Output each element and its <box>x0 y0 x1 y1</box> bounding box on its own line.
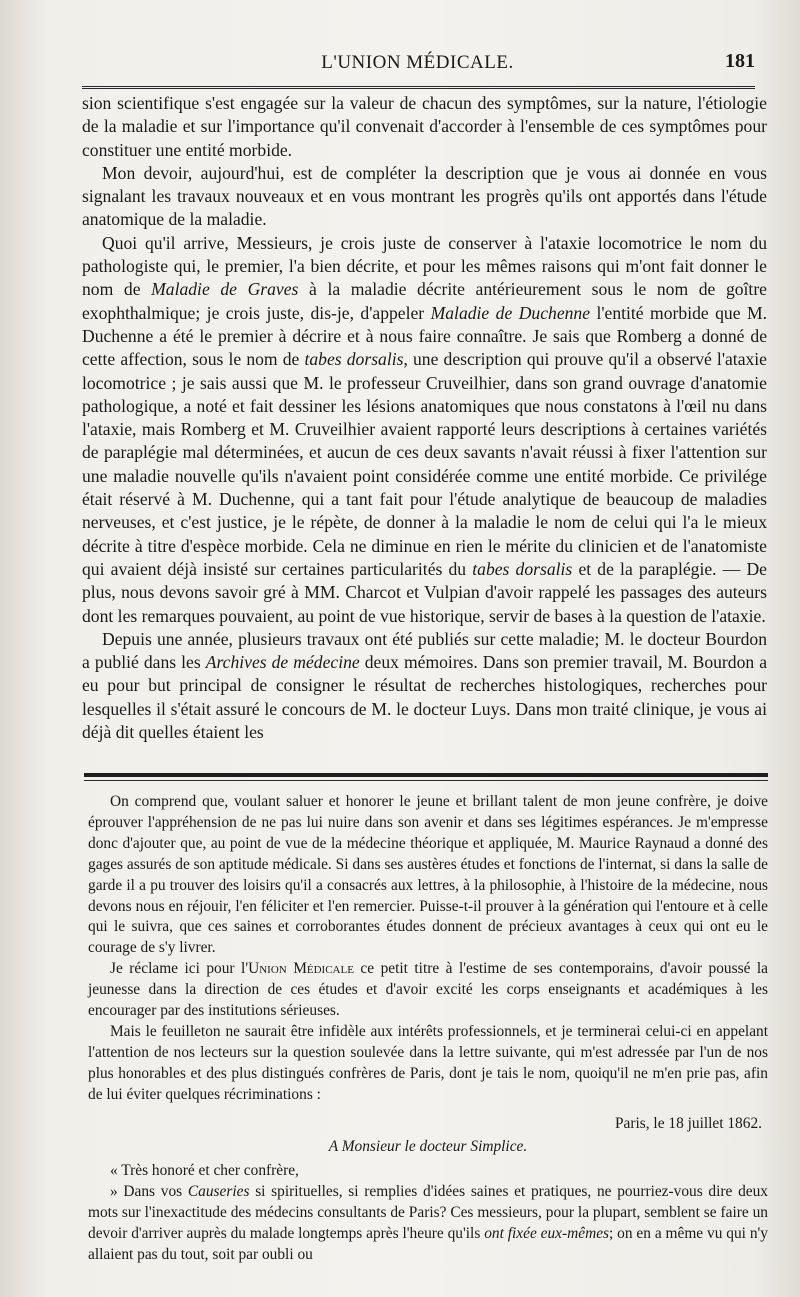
feuilleton-paragraph: On comprend que, voulant saluer et honorer le jeune et brillant talent de mon jeune confrère, je doive éprouver l'appréhension de ne pas lui nuire dans son avenir et dans ses légitimes espérances. Je m'empresse donc d'ajouter que, au point de vue de la médecine théorique et appliquée, M. Maurice Raynaud a donné des gages assurés de son aptitude médicale. Si dans ses austères études et fonctions de l'internat, si dans la salle de garde il a pu trouver des loisirs qu'il a consacrés aux lettres, à la philosophie, à l'histoire de la médecine, nous devons nous en réjouir, l'en féliciter et l'en remercier. Puisse-t-il prouver à la génération qui l'entoure et à celle qui le suivra, que ces saines et corroborantes études donnent de précieux avantages à ceux qui ont eu le courage de s'y livrer. <box>88 793 768 957</box>
text-run: ce petit titre à l'estime de ses contemporains, d'avoir poussé la jeunesse dans la direction de ces études et d'avoir excité les corps enseignants et académiques à les encourager par des institutions sérieuses. <box>88 960 768 1020</box>
italic-term: Maladie de Duchenne <box>430 302 591 323</box>
journal-title: L'UNION MÉDICALE. <box>321 52 514 73</box>
text-run: Quoi qu'il arrive, Messieurs, je crois juste de conserver à l'ataxie locomotrice le nom du pathologiste qui, le premier, l'a bien décrite, et pour les mêmes raisons qui m'ont fait donner le nom de <box>82 232 767 300</box>
italic-term: tabes dorsalis <box>304 349 404 370</box>
paragraph <box>82 232 767 628</box>
paragraph: Mon devoir, aujourd'hui, est de compléter la description que je vous ai donnée en vous signalant les travaux nouveaux et en vous montrant les progrès qu'ils ont apportés dans l'étude anatomique de la maladie. <box>82 162 767 230</box>
feuilleton <box>88 792 768 1266</box>
text-run: deux mémoires. Dans son premier travail, M. Bourdon a eu pour but principal de consigner le résultat de recherches histologiques, recherches pour lesquelles il s'était assuré le concours de M. le docteur Luys. Dans mon traité clinique, je vous ai déjà dit quelles étaient les <box>82 652 768 743</box>
letter-addressee <box>88 1137 768 1158</box>
journal-name: Union Médicale <box>248 960 354 978</box>
italic-term: Maladie de Graves <box>151 279 299 300</box>
italic-term: tabes dorsalis <box>472 558 573 579</box>
text-run: , une description qui prouve qu'il a observé l'ataxie locomotrice ; je sais aussi que M. le professeur Cruveilhier, dans son grand ouvrage d'anatomie pathologique, a noté et fait dessiner les lésions anatomiques que nous constatons à l'œil nu dans l'ataxie, mais Romberg et M. Cruveilhier avaient rapporté leurs descriptions à certaines variétés de paraplégie mal déterminées, et aucun de ces deux savants n'avait réussi à fixer l'attention sur une maladie nouvelle qu'ils n'avaient point considérée comme une entité morbide. Ce privilége était réservé à M. Duchenne, qui a tant fait pour l'étude analytique de beaucoup de maladies nerveuses, et c'est justice, je le répète, de donner à la maladie le nom de celui qui l'a le mieux décrite à titre d'espèce morbide. Cela ne diminue en rien le mérite du clinicien et de l'anatomiste qui avaient déjà insisté sur certaines particularités du <box>82 349 767 579</box>
feuilleton-separator-thin <box>84 780 768 781</box>
paragraph <box>82 628 767 744</box>
running-header <box>80 48 755 82</box>
header-rule <box>82 86 755 91</box>
text-run: » Dans vos <box>110 1183 188 1201</box>
feuilleton-paragraph: Mais le feuilleton ne saurait être infidèle aux intérêts professionnels, et je terminerai celui-ci en appelant l'attention de nos lecteurs sur la question soulevée dans la lettre suivante, qui m'est adressée par l'un de nos plus honorables et des plus distingués confrères de Paris, dont je tais le nom, quoiqu'il ne m'en prie pas, afin de lui éviter quelques récriminations : <box>88 1022 768 1103</box>
italic-term: ont fixée eux-mêmes <box>484 1225 610 1243</box>
feuilleton-paragraph <box>88 959 768 1022</box>
text-run: l'entité morbide que M. Duchenne a été le premier à décrire et à nous faire connaître. Je sais que Romberg a donné de cette affection, sous le nom de <box>82 302 767 370</box>
letter-salutation: « Très honoré et cher confrère, <box>110 1162 299 1180</box>
text-run: Depuis une année, plusieurs travaux ont été publiés sur cette maladie; M. le docteur Bourdon a publié dans les <box>82 628 767 673</box>
paragraph: sion scientifique s'est engagée sur la valeur de chacun des symptômes, sur la nature, l'étiologie de la maladie et sur l'importance qu'il convenait d'accorder à l'ensemble de ces symptômes pour constituer une entité morbide. <box>82 93 767 160</box>
text-run: Je réclame ici pour l' <box>110 960 249 978</box>
letter-date: Paris, le 18 juillet 1862. <box>614 1114 762 1132</box>
text-run: ; on en a même vu qui n'y allaient pas du tout, soit par oubli ou <box>88 1225 768 1264</box>
text-run: si spirituelles, si remplies d'idées saines et pratiques, ne pourriez-vous dire deux mots sur l'inexactitude des médecins consultants de Paris? Ces messieurs, pour la plupart, semblent se faire un devoir d'arriver auprès du malade longtemps après l'heure qu'ils <box>88 1183 768 1243</box>
feuilleton-separator-thick <box>84 773 768 777</box>
italic-term: Causeries <box>187 1183 250 1201</box>
addressee-text: A Monsieur le docteur Simplice. <box>328 1137 528 1155</box>
page-number: 181 <box>725 50 755 72</box>
text-run: et de la paraplégie. — De plus, nous devons savoir gré à MM. Charcot et Vulpian d'avoir rappelé les passages des auteurs dont les remarques pouvaient, au point de vue historique, servir de bases à la question de l'ataxie. <box>82 558 767 626</box>
main-text <box>82 92 767 744</box>
text-run: à la maladie décrite antérieurement sous le nom de goître exophthalmique; je crois juste, dis-je, d'appeler <box>82 279 767 323</box>
letter-paragraph <box>88 1182 768 1266</box>
italic-term: Archives de médecine <box>205 652 360 673</box>
